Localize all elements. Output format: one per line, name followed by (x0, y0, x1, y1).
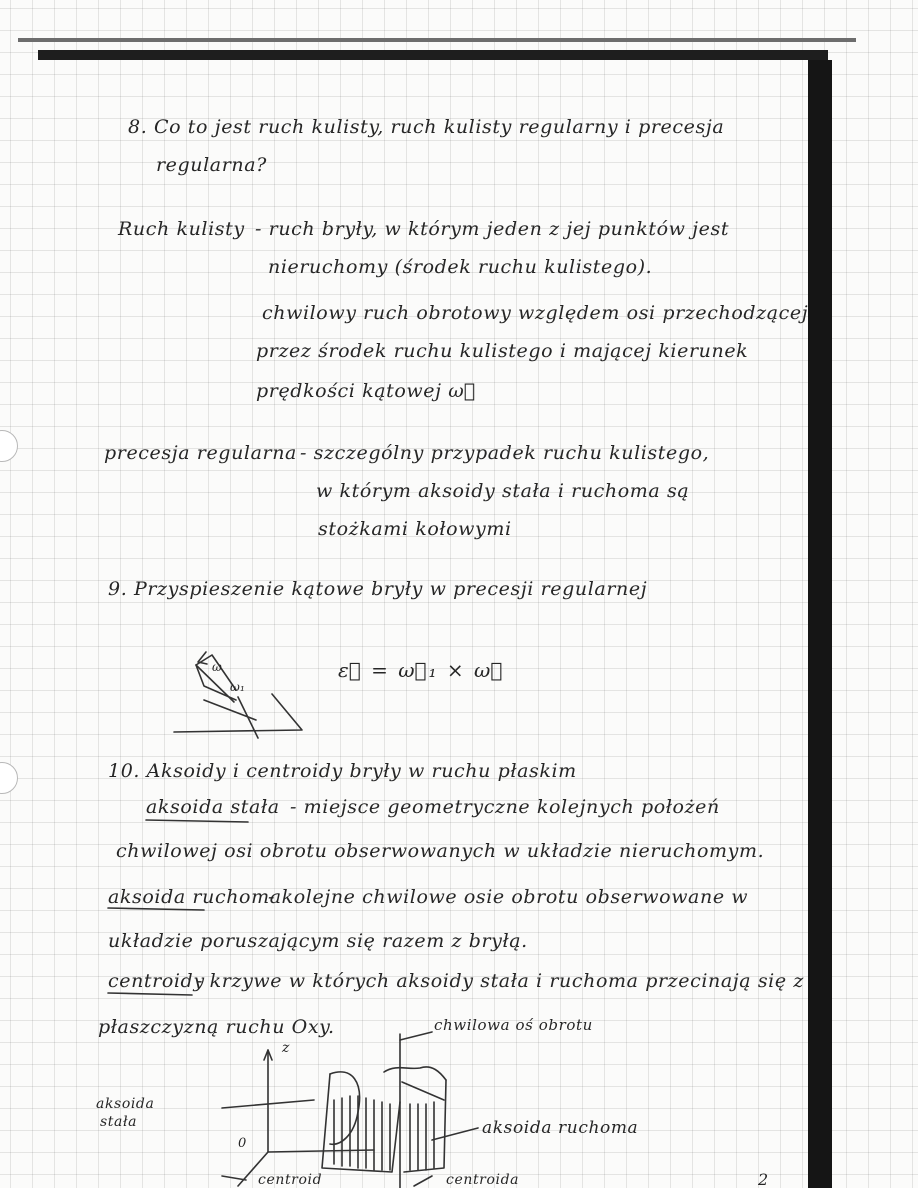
def-ruch-kulisty-term: Ruch kulisty (118, 218, 245, 240)
precession-cone-sketch (174, 652, 302, 738)
aksoida-stala-line2: chwilowej osi obrotu obserwowanych w układzie nieruchomym. (116, 840, 765, 862)
underline-aksoida-ruchoma (108, 908, 204, 910)
q9-title: 9. Przyspieszenie kątowe bryły w precesji regularnej (108, 578, 648, 600)
underline-centroidy (108, 993, 192, 995)
def-ruch-kulisty-line5: prędkości kątowej ω⃗ (256, 380, 476, 402)
def-precesja-line3: stożkami kołowymi (318, 518, 512, 540)
label-origin: 0 (238, 1136, 247, 1151)
aksoida-ruchoma-line1: - kolejne chwilowe osie obrotu obserwowane w (268, 886, 749, 908)
def-ruch-kulisty-line2: nieruchomy (środek ruchu kulistego). (268, 256, 653, 278)
q8-title-line1: 8. Co to jest ruch kulisty, ruch kulisty regularny i precesja (128, 116, 725, 138)
def-precesja-term: precesja regularna (104, 442, 297, 464)
centroidy-term: centroidy (108, 970, 205, 992)
q8-title-line2: regularna? (156, 154, 267, 176)
label-aksoida-stala-1: aksoida (96, 1096, 155, 1112)
def-ruch-kulisty-line3: chwilowy ruch obrotowy względem osi przechodzącej (262, 302, 809, 324)
label-centroid-left: centroid (258, 1172, 323, 1188)
label-aksoida-stala-2: stała (100, 1114, 138, 1130)
label-centroid-right: centroida (446, 1172, 520, 1188)
aksoida-ruchoma-line2: układzie poruszającym się razem z bryłą. (108, 930, 528, 952)
underline-aksoida-stala (146, 820, 248, 822)
page-number: 2 (758, 1170, 769, 1188)
fig-omega-label: ω (212, 660, 222, 674)
angular-acceleration-formula: ε⃗ = ω⃗₁ × ω⃗ (338, 658, 505, 682)
aksoida-ruchoma-term: aksoida ruchoma (108, 886, 282, 908)
label-aksoida-ruchoma: aksoida ruchoma (482, 1118, 639, 1138)
axoid-diagram (222, 1032, 478, 1188)
centroidy-line1: - krzywe w których aksoidy stała i ruchoma przecinają się z (196, 970, 804, 992)
def-precesja-line1: - szczególny przypadek ruchu kulistego, (300, 442, 710, 464)
q10-title: 10. Aksoidy i centroidy bryły w ruchu płaskim (108, 760, 577, 782)
label-chwilowa-os: chwilowa oś obrotu (434, 1016, 593, 1034)
centroidy-line2: płaszczyzną ruchu Oxy. (98, 1016, 335, 1038)
def-ruch-kulisty-line1: - ruch bryły, w którym jeden z jej punktów jest (255, 218, 730, 240)
fig-omega1-label: ω₁ (230, 680, 245, 694)
def-ruch-kulisty-line4: przez środek ruchu kulistego i mającej kierunek (256, 340, 749, 362)
aksoida-stala-line1: - miejsce geometryczne kolejnych położeń (290, 796, 720, 818)
aksoida-stala-term: aksoida stała (146, 796, 280, 818)
label-z-axis: z (282, 1040, 290, 1056)
def-precesja-line2: w którym aksoidy stała i ruchoma są (316, 480, 690, 502)
